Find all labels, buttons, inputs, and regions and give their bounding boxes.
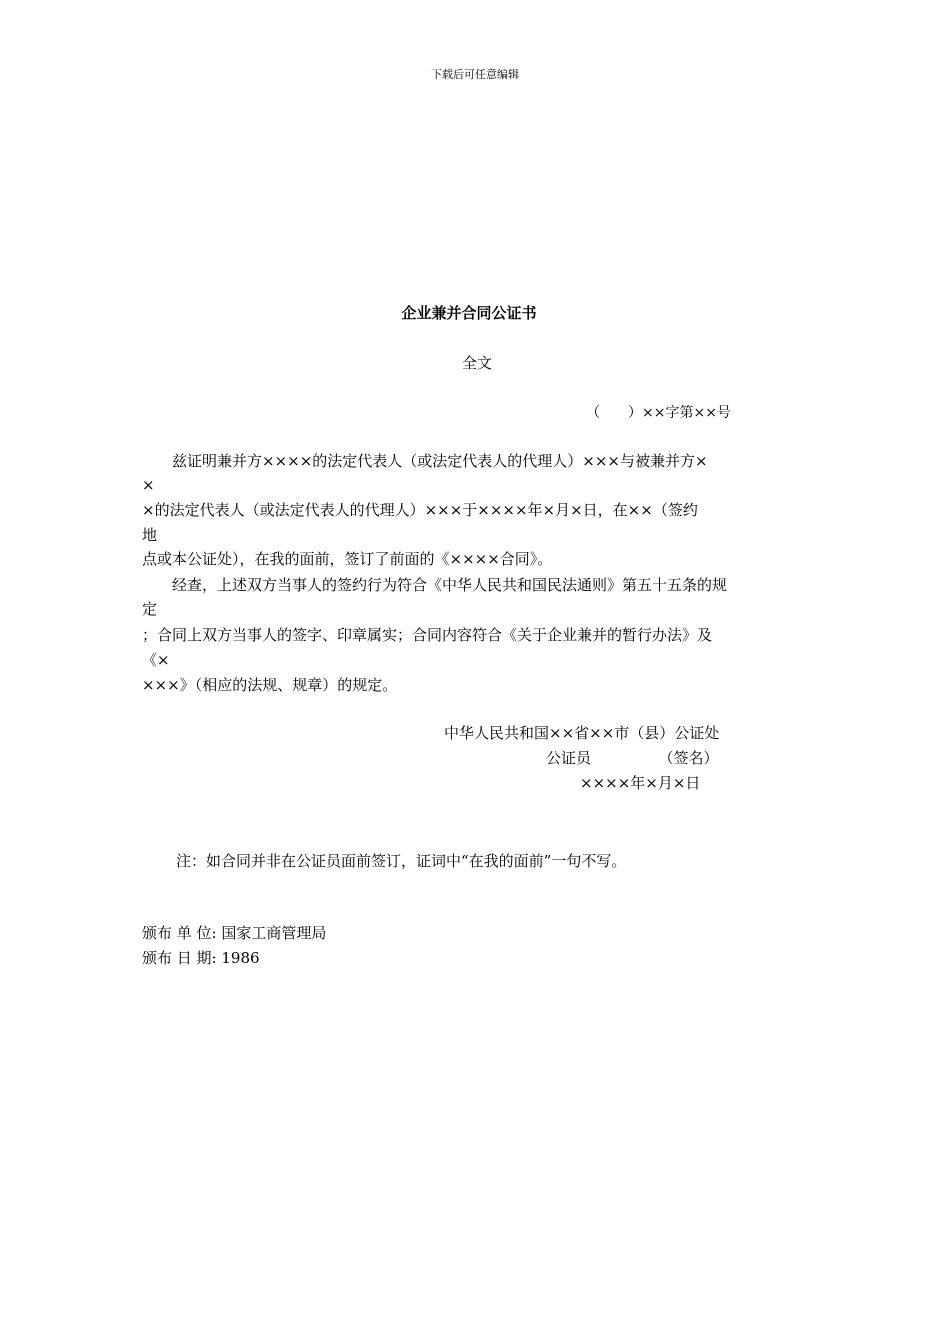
notary-signature: 公证员 （签名） — [546, 749, 719, 767]
document-number: （ ）××字第××号 — [586, 405, 731, 421]
paragraph-line: ；合同上双方当事人的签字、印章属实；合同内容符合《关于企业兼并的暂行办法》及 — [142, 626, 713, 644]
issue-date: 颁布 日 期: 1986 — [142, 949, 260, 967]
paragraph-line: 《× — [142, 651, 170, 669]
footnote: 注：如合同并非在公证员面前签订，证词中“在我的面前”一句不写。 — [176, 852, 627, 870]
paragraph-line: 定 — [142, 600, 158, 618]
paragraph-line: 点或本公证处），在我的面前，签订了前面的《××××合同》。 — [142, 550, 553, 568]
document-title: 企业兼并合同公证书 — [401, 304, 537, 322]
paragraph-line: 兹证明兼并方××××的法定代表人（或法定代表人的代理人）×××与被兼并方× — [142, 452, 708, 470]
paragraph-line: ×××》（相应的法规、规章）的规定。 — [142, 676, 398, 694]
document-subtitle: 全文 — [461, 354, 492, 372]
paragraph-line: 经查，上述双方当事人的签约行为符合《中华人民共和国民法通则》第五十五条的规 — [142, 576, 728, 594]
issuer: 颁布 单 位: 国家工商管理局 — [142, 924, 327, 942]
signature-date: ××××年×月×日 — [580, 774, 701, 792]
paragraph-line: ×的法定代表人（或法定代表人的代理人）×××于××××年×月×日，在××（签约 — [142, 501, 698, 519]
page-header: 下载后可任意编辑 — [431, 68, 519, 81]
notary-office: 中华人民共和国××省××市（县）公证处 — [444, 724, 720, 742]
paragraph-line: 地 — [142, 526, 158, 544]
paragraph-line: × — [142, 476, 155, 494]
